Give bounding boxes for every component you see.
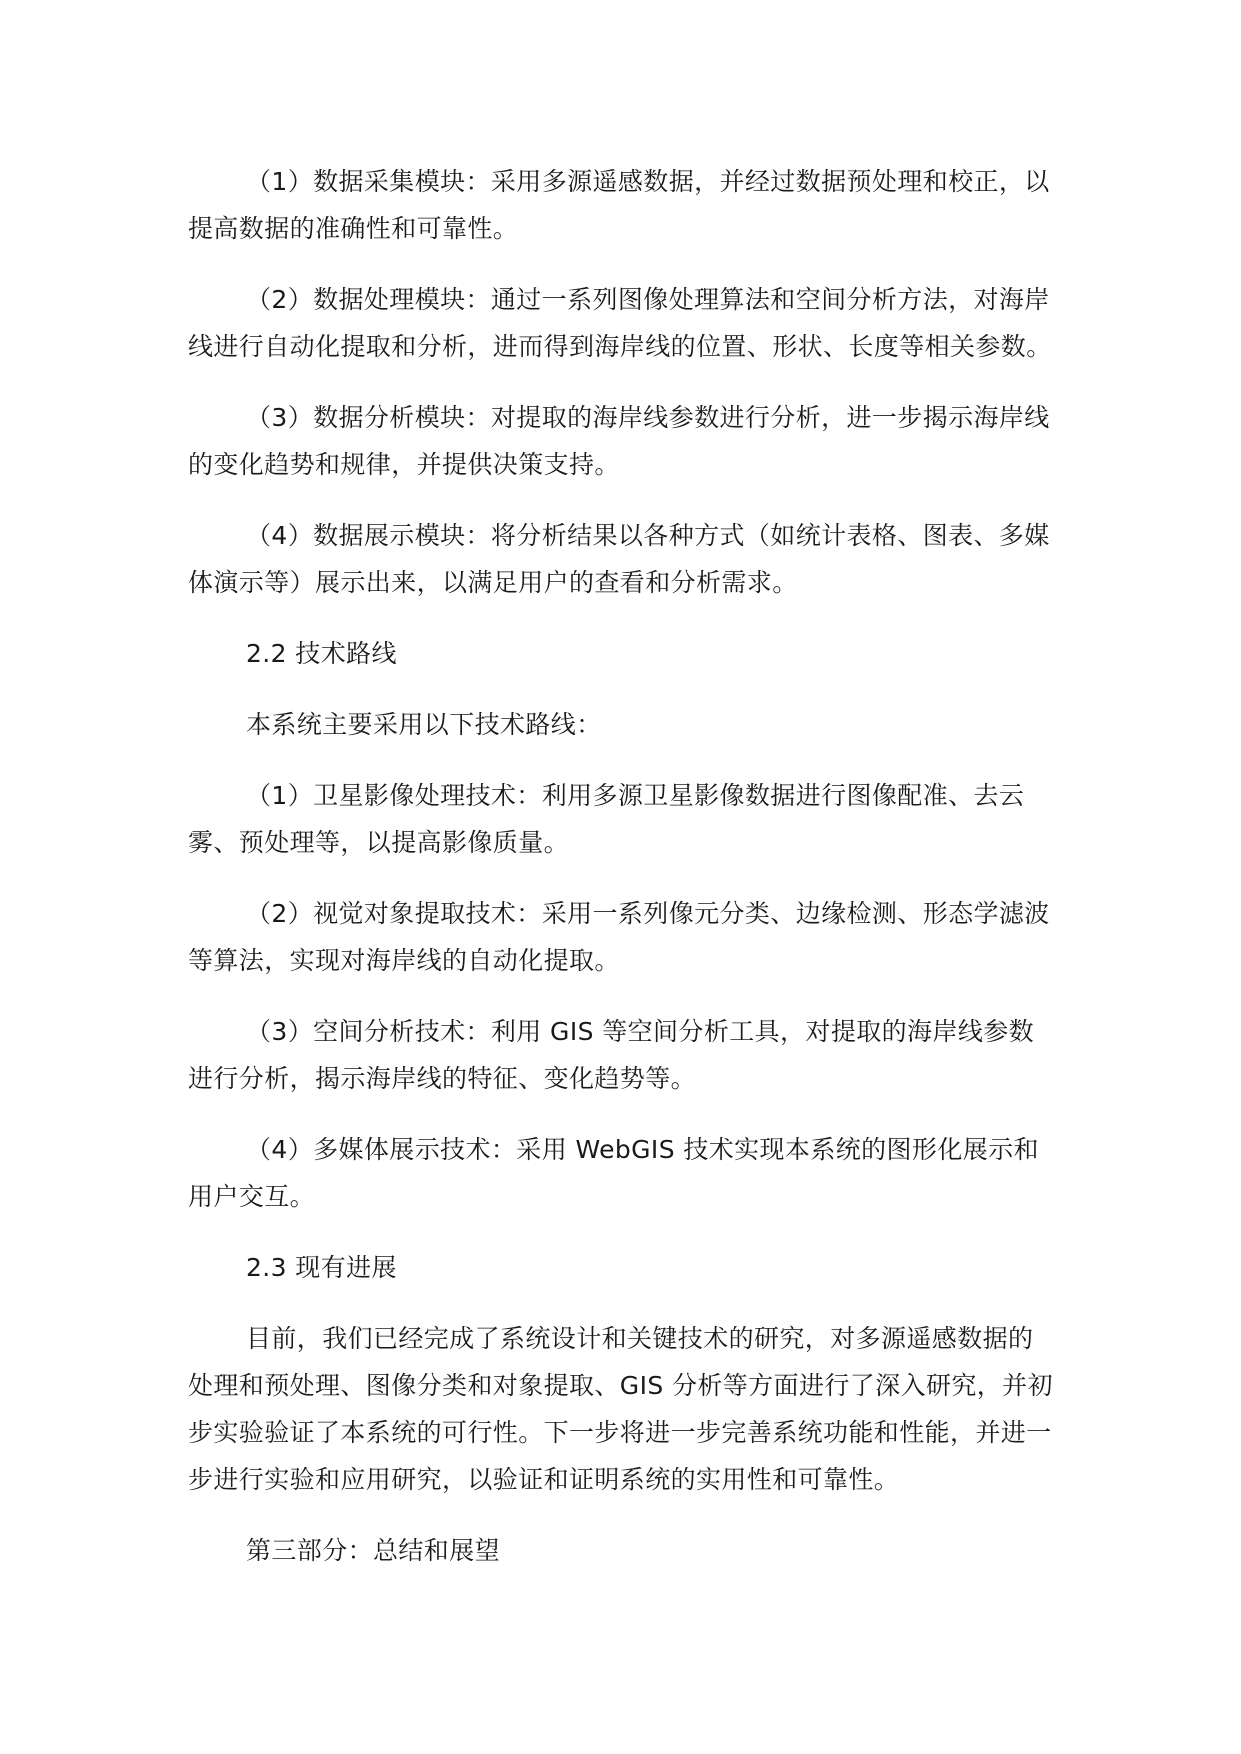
paragraph-technical-route-intro: 本系统主要采用以下技术路线： (246, 710, 602, 739)
section-heading-part-three: 第三部分：总结和展望 (246, 1536, 501, 1565)
paragraph-multimedia-display: （4）多媒体展示技术：采用 WebGIS 技术实现本系统的图形化展示和用户交互。 (188, 1135, 1039, 1211)
paragraph-data-collection-module: （1）数据采集模块：采用多源遥感数据，并经过数据预处理和校正，以提高数据的准确性和可靠性。 (188, 167, 1050, 243)
paragraph-visual-object-extraction: （2）视觉对象提取技术：采用一系列像元分类、边缘检测、形态学滤波等算法，实现对海岸线的自动化提取。 (188, 899, 1050, 975)
paragraph-spatial-analysis: （3）空间分析技术：利用 GIS 等空间分析工具，对提取的海岸线参数进行分析，揭示海岸线的特征、变化趋势等。 (188, 1017, 1035, 1093)
section-heading-current-progress: 2.3 现有进展 (246, 1253, 397, 1282)
paragraph-current-progress: 目前，我们已经完成了系统设计和关键技术的研究，对多源遥感数据的处理和预处理、图像分类和对象提取、GIS 分析等方面进行了深入研究，并初步实验验证了本系统的可行性。下一步将进一步完善系统功能和性能，并进一步进行实验和应用研究，以验证和证明系统的实用性和可靠性。 (188, 1324, 1053, 1494)
paragraph-data-display-module: （4）数据展示模块：将分析结果以各种方式（如统计表格、图表、多媒体演示等）展示出来，以满足用户的查看和分析需求。 (188, 521, 1050, 597)
section-heading-technical-route: 2.2 技术路线 (246, 639, 397, 668)
paragraph-data-analysis-module: （3）数据分析模块：对提取的海岸线参数进行分析，进一步揭示海岸线的变化趋势和规律，并提供决策支持。 (188, 403, 1050, 479)
paragraph-data-processing-module: （2）数据处理模块：通过一系列图像处理算法和空间分析方法，对海岸线进行自动化提取和分析，进而得到海岸线的位置、形状、长度等相关参数。 (188, 285, 1052, 361)
paragraph-satellite-image-processing: （1）卫星影像处理技术：利用多源卫星影像数据进行图像配准、去云雾、预处理等，以提高影像质量。 (188, 781, 1025, 857)
document-page (188, 158, 1058, 1598)
